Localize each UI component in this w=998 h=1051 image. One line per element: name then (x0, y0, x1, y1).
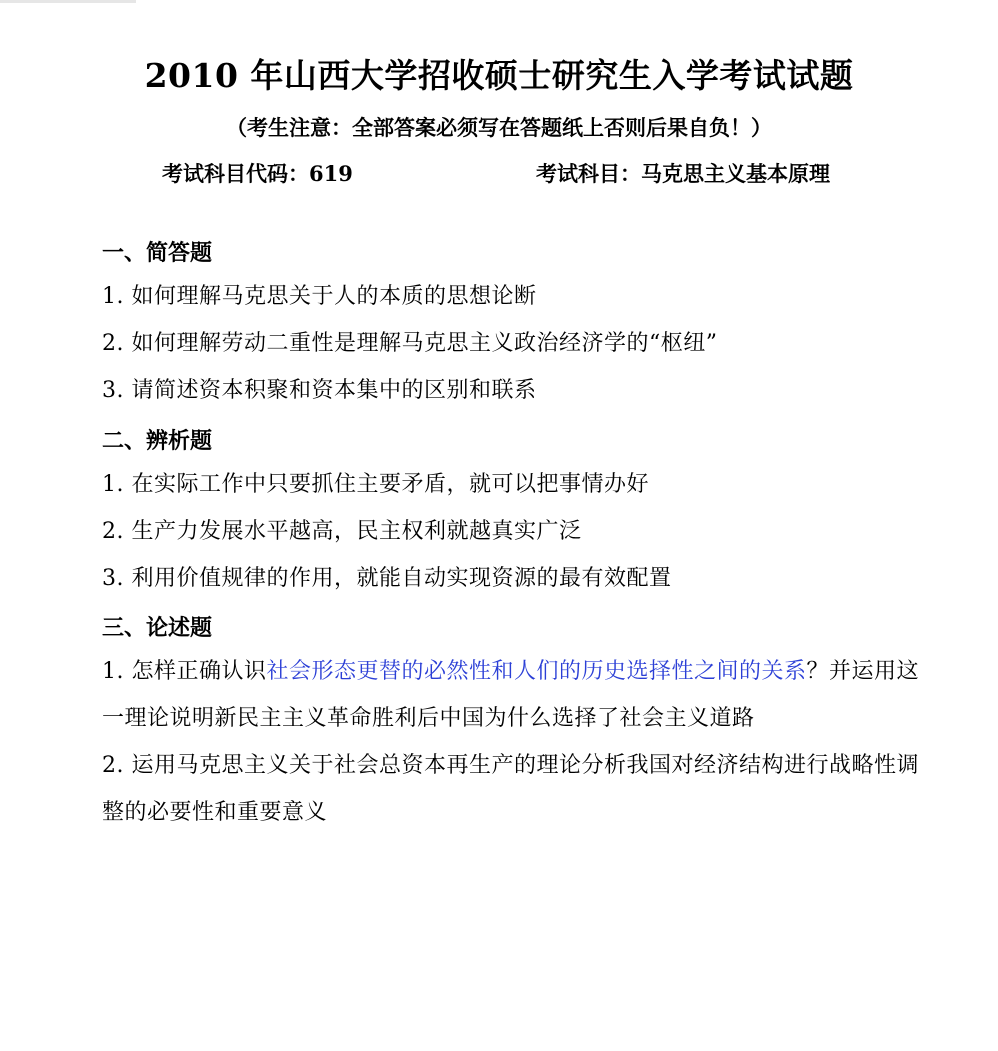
question-analysis-3: 3. 利用价值规律的作用，就能自动实现资源的最有效配置 (102, 566, 672, 591)
question-essay-2: 2. 运用马克思主义关于社会总资本再生产的理论分析我国对经济结构进行战略性调整的必要性和重要意义 (102, 753, 919, 825)
subject-code: 考试科目代码：619 (162, 161, 353, 186)
section-title-short-answer: 一、简答题 (102, 240, 213, 266)
question-essay-1-highlight: 社会形态更替的必然性和人们的历史选择性之间的关系 (266, 659, 807, 684)
subject-name: 考试科目：马克思主义基本原理 (536, 161, 830, 186)
question-short-1: 1. 如何理解马克思关于人的本质的思想论断 (102, 284, 537, 309)
exam-notice: （考生注意：全部答案必须写在答题纸上否则后果自负！） (226, 115, 772, 140)
question-short-3: 3. 请简述资本积聚和资本集中的区别和联系 (102, 378, 537, 403)
question-short-2: 2. 如何理解劳动二重性是理解马克思主义政治经济学的“枢纽” (102, 331, 718, 356)
question-essay-1-lead: 1. 怎样正确认识 (102, 659, 267, 684)
exam-title: 2010 年山西大学招收硕士研究生入学考试试题 (144, 56, 854, 95)
question-essay-1 (102, 648, 932, 742)
section-title-essay: 三、论述题 (102, 615, 213, 641)
top-edge-mark (0, 0, 136, 3)
section-title-analysis: 二、辨析题 (102, 428, 213, 454)
question-analysis-2: 2. 生产力发展水平越高，民主权利就越真实广泛 (102, 519, 582, 544)
question-analysis-1: 1. 在实际工作中只要抓住主要矛盾，就可以把事情办好 (102, 472, 649, 497)
question-essay-1-rest: ？并运用这一理论说明新民主主义革命胜利后中国为什么选择了社会主义道路 (102, 659, 920, 731)
